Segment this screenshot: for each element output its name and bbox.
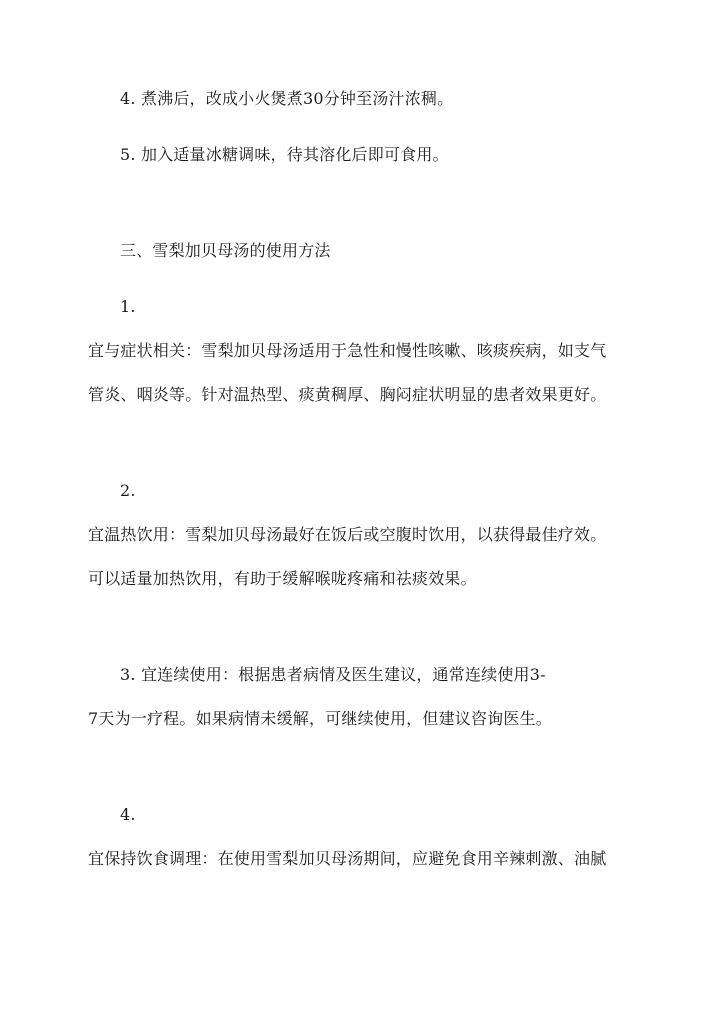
item-3-text-line-2: 7天为一疗程。如果病情未缓解，可继续使用，但建议咨询医生。	[88, 709, 552, 728]
item-2-text-line-2: 可以适量加热饮用，有助于缓解喉咙疼痛和祛痰效果。	[88, 569, 477, 588]
item-1-number: 1.	[120, 297, 136, 316]
item-3-text-line-1: 3. 宜连续使用：根据患者病情及医生建议，通常连续使用3-	[120, 665, 546, 684]
item-2-text-line-1: 宜温热饮用：雪梨加贝母汤最好在饭后或空腹时饮用，以获得最佳疗效。	[88, 525, 607, 544]
item-1-text-line-1: 宜与症状相关：雪梨加贝母汤适用于急性和慢性咳嗽、咳痰疾病，如支气	[88, 341, 607, 360]
item-2-number: 2.	[120, 481, 136, 500]
item-1-text-line-2: 管炎、咽炎等。针对温热型、痰黄稠厚、胸闷症状明显的患者效果更好。	[88, 385, 607, 404]
item-4-text-line-1: 宜保持饮食调理：在使用雪梨加贝母汤期间，应避免食用辛辣刺激、油腻	[88, 849, 607, 868]
item-4-number: 4.	[120, 805, 136, 824]
section-heading: 三、雪梨加贝母汤的使用方法	[120, 241, 331, 260]
step-4-text: 4. 煮沸后，改成小火煲煮30分钟至汤汁浓稠。	[120, 89, 454, 108]
step-5-text: 5. 加入适量冰糖调味，待其溶化后即可食用。	[120, 145, 449, 164]
